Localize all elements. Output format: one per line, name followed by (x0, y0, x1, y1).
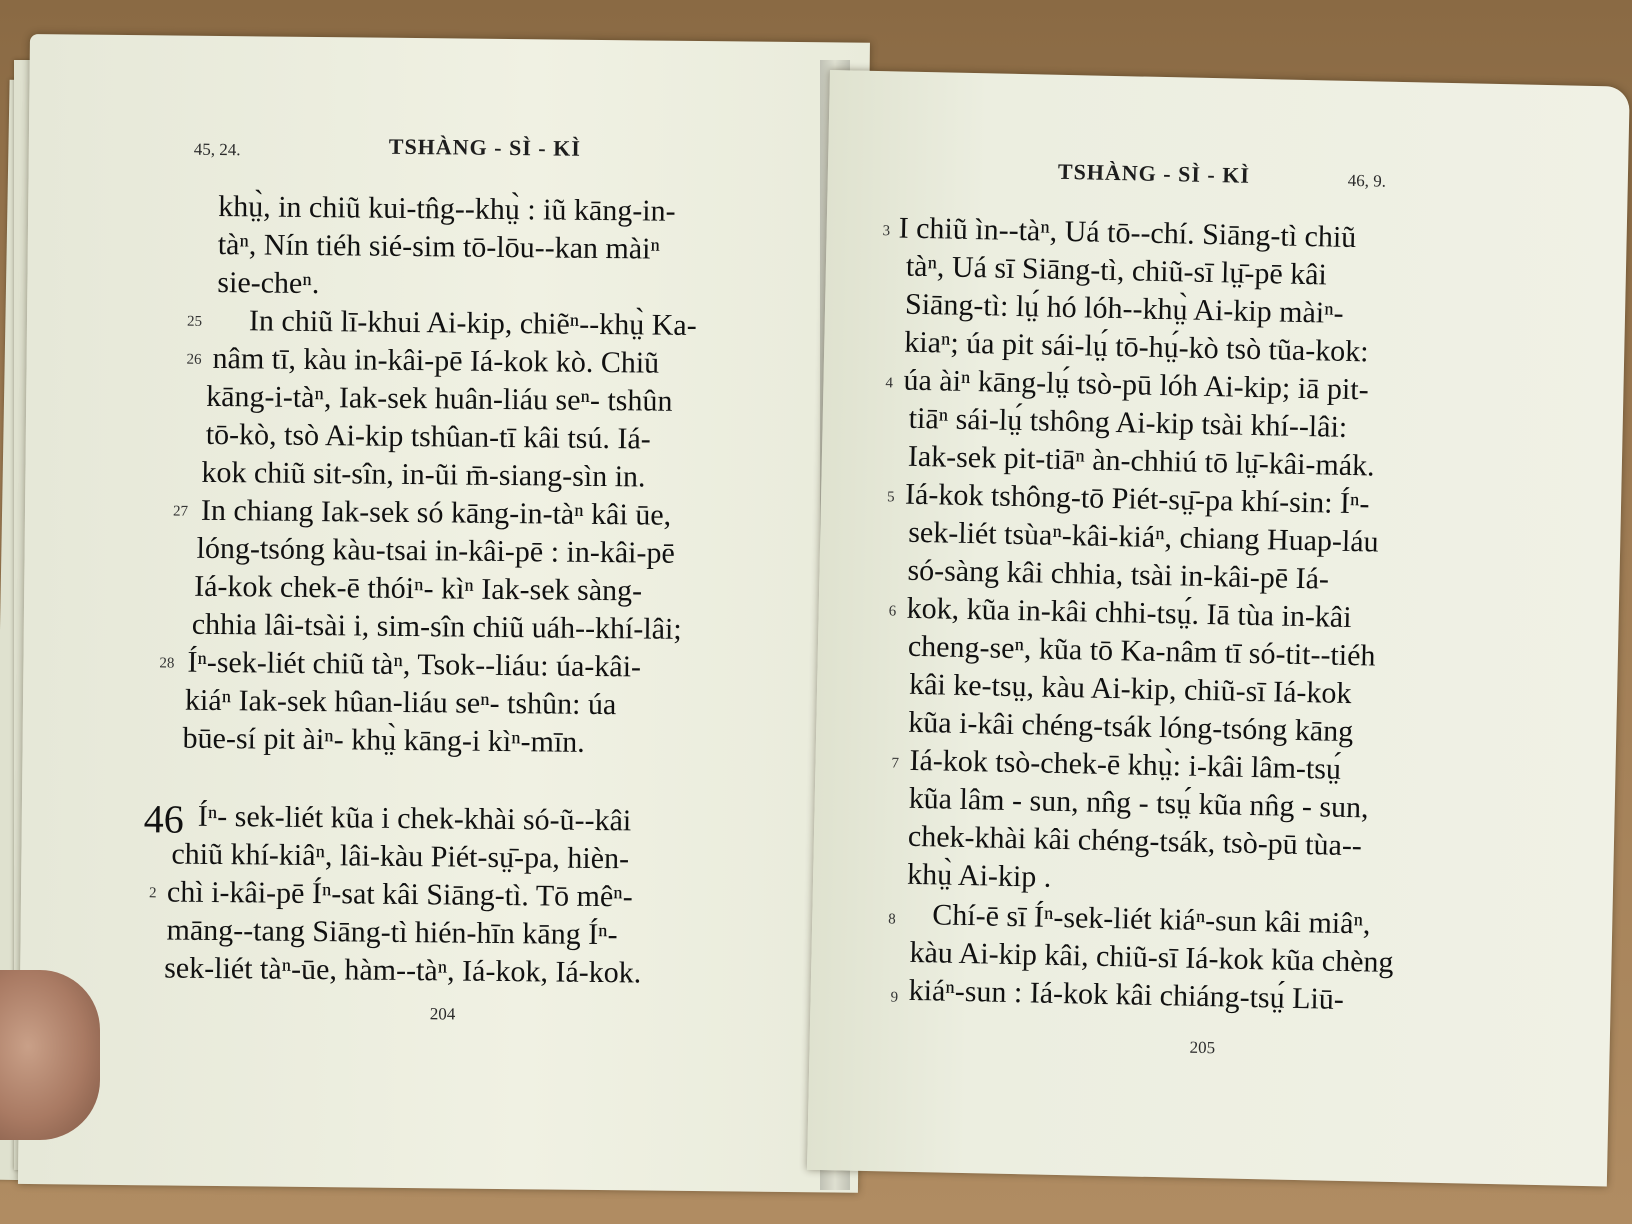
right-line-16: kũa lâm - sun, nn̂g - tsṳ́ kũa nn̂g - sun, (908, 781, 1369, 825)
right-line-12: cheng-seⁿ, kũa tō Ka-nâm tī só-tit--tiéh (907, 629, 1376, 673)
verse-number: 6 (888, 603, 897, 620)
right-line-18: khṳ̀ Ai-kip . (906, 857, 1052, 894)
right-line-8: Iá-kok tshông-tō Piét-sṳ̄-pa khí-sin: Íⁿ- (904, 477, 1370, 521)
right-line-6: tiāⁿ sái-lṳ́ tshông Ai-kip tsài khí--lâi: (908, 401, 1348, 444)
left-line-5: nâm tī, kàu in-kâi-pē Iá-kok kò. Chiũ (212, 341, 660, 380)
left-line-19: māng--tang Siāng-tì hién-hīn kāng Íⁿ- (166, 913, 618, 952)
chapter-number: 46 (143, 796, 185, 842)
verse-number: 9 (890, 989, 899, 1006)
right-line-21: kiáⁿ-sun : Iá-kok kâi chiáng-tsṳ́ Liū- (908, 973, 1345, 1016)
left-line-18: chì i-kâi-pē Íⁿ-sat kâi Siāng-tì. Tō mêⁿ- (166, 875, 633, 914)
right-line-4: kiaⁿ; úa pit sái-lṳ́ tō-hṳ́-kò tsò tũa-kok: (903, 325, 1369, 369)
left-line-9: In chiang Iak-sek só kāng-in-tàⁿ kâi ūe, (200, 493, 672, 532)
verse-number: 3 (882, 223, 891, 240)
left-line-7: tō-kò, tsò Ai-kip tshûan-tī kâi tsú. Iá- (205, 417, 651, 456)
left-line-3: sie-cheⁿ. (217, 265, 320, 301)
right-line-5: úa àiⁿ kāng-lṳ́ tsò-pū lóh Ai-kip; iā pit- (903, 363, 1369, 407)
left-line-4: In chiũ lī-khui Ai-kip, chiẽⁿ--khṳ̀ Ka- (248, 304, 697, 342)
left-line-12: chhia lâi-tsài i, sim-sîn chiũ uáh--khí-lâi; (191, 607, 682, 646)
verse-number: 7 (891, 755, 900, 772)
left-line-16: Íⁿ- sek-liét kũa i chek-khài só-ũ--kâi (197, 799, 632, 838)
right-line-3: Siāng-tì: lṳ́ hó lóh--khṳ̀ Ai-kip màiⁿ- (904, 287, 1344, 330)
right-line-20: kàu Ai-kip kâi, chiũ-sī Iá-kok kũa chèng (909, 935, 1394, 979)
right-page-number: 205 (1189, 1037, 1216, 1058)
verse-number: 8 (888, 911, 896, 928)
right-chapter-verse-ref: 46, 9. (1347, 170, 1387, 191)
left-line-15: būe-sí pit àiⁿ- khṳ̀ kāng-i kìⁿ-mīn. (182, 721, 585, 759)
verse-number: 25 (186, 313, 203, 330)
left-chapter-verse-ref: 45, 24. (193, 139, 241, 160)
right-line-10: só-sàng kâi chhia, tsài in-kâi-pē Iá- (907, 553, 1330, 596)
right-line-19: Chí-ē sī Íⁿ-sek-liét kiáⁿ-sun kâi miâⁿ, (931, 898, 1371, 941)
left-line-6: kāng-i-tàⁿ, Iak-sek huân-liáu seⁿ- tshûn (206, 379, 673, 418)
verse-number: 27 (172, 503, 189, 520)
right-line-13: kâi ke-tsṳ, kàu Ai-kip, chiũ-sī Iá-kok (908, 667, 1352, 711)
right-line-9: sek-liét tsùaⁿ-kâi-kiáⁿ, chiang Huap-láu (907, 515, 1379, 559)
verse-number: 5 (886, 489, 895, 506)
left-line-10: lóng-tsóng kàu-tsai in-kâi-pē : in-kâi-pē (196, 531, 675, 570)
verse-number: 4 (885, 375, 894, 392)
left-line-20: sek-liét tàⁿ-ūe, hàm--tàⁿ, Iá-kok, Iá-kok. (164, 951, 642, 990)
right-line-11: kok, kũa in-kâi chhi-tsṳ́. Iā tùa in-kâi (906, 591, 1352, 635)
left-running-head: TSHÀNG - SÌ - KÌ (388, 133, 582, 161)
right-line-17: chek-khài kâi chéng-tsák, tsò-pū tùa-- (907, 819, 1363, 863)
left-line-8: kok chiũ sit-sîn, in-ũi m̄-siang-sìn in. (201, 455, 646, 494)
right-page (807, 70, 1630, 1187)
right-line-7: Iak-sek pit-tiāⁿ àn-chhiú tō lṳ̄-kâi-mák. (907, 439, 1375, 483)
verse-number: 26 (186, 351, 202, 368)
left-line-14: kiáⁿ Iak-sek hûan-liáu seⁿ- tshûn: úa (184, 683, 617, 722)
left-line-1: khṳ̀, in chiũ kui-tn̂g--khṳ̀ : iũ kāng-in- (218, 189, 676, 228)
right-line-14: kũa i-kâi chéng-tsák lóng-tsóng kāng (908, 705, 1354, 749)
right-line-1: I chiũ ìn--tàⁿ, Uá tō--chí. Siāng-tì chiũ (898, 211, 1357, 255)
left-page (18, 34, 870, 1193)
left-line-11: Iá-kok chek-ē thóiⁿ- kìⁿ Iak-sek sàng- (194, 569, 643, 608)
left-line-13: Íⁿ-sek-liét chiũ tàⁿ, Tsok--liáu: úa-kâi- (187, 645, 642, 684)
right-line-2: tàⁿ, Uá sī Siāng-tì, chiũ-sī lṳ̄-pē kâi (905, 249, 1328, 292)
right-running-head: TSHÀNG - SÌ - KÌ (1057, 158, 1251, 188)
thumb (0, 970, 100, 1140)
left-line-2: tàⁿ, Nín tiéh sié-sim tō-lōu--kan màiⁿ (217, 227, 661, 266)
verse-number: 2 (148, 885, 157, 902)
verse-number: 28 (159, 655, 175, 672)
left-page-number: 204 (429, 1004, 456, 1024)
left-line-17: chiũ khí-kiâⁿ, lâi-kàu Piét-sṳ̄-pa, hièn- (171, 837, 630, 876)
right-line-15: Iá-kok tsò-chek-ē khṳ̀: i-kâi lâm-tsṳ́ (909, 743, 1342, 786)
